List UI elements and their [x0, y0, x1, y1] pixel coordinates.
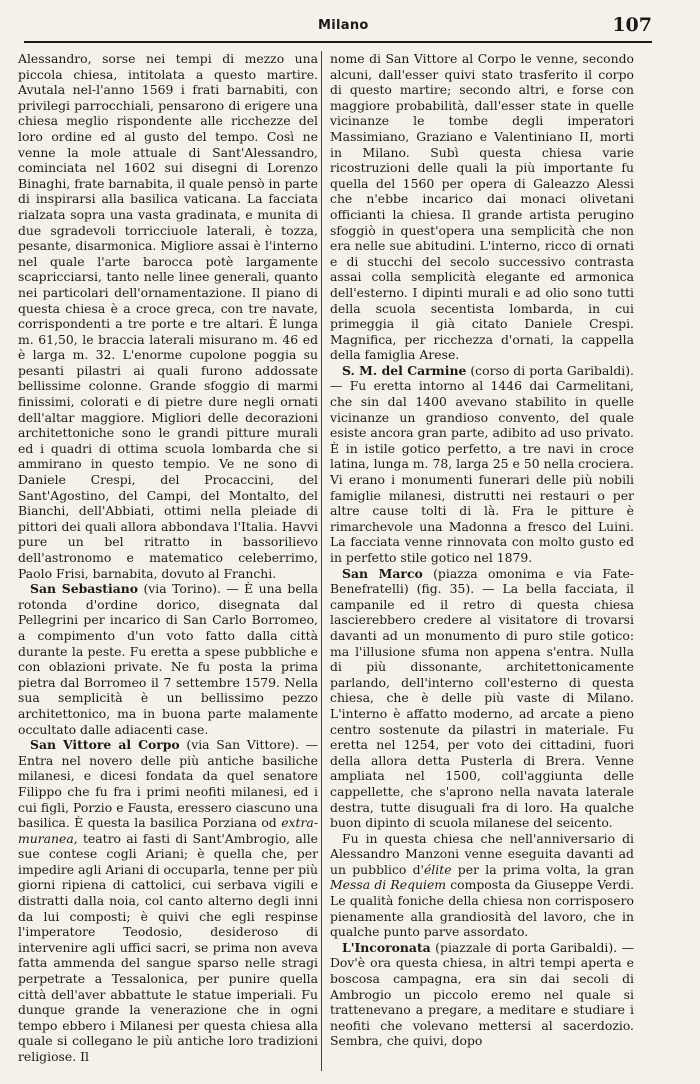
left-column — [18, 51, 318, 1065]
entry-text: , teatro ai fasti di Sant'Ambrogio, alle sue contese cogli Ariani; è quella che, per impedire agli Ariani di occuparla, tenne per più giorni ripiena di cattolici, cui serbava vigili e distratti dalla noia, col canto alterno degli inni da lui composti; è quivi che egli respinse l'imperatore Teodosio, desideroso di intervenire agli uffici sacri, se prima non aveva fatta ammenda del sangue sparso nelle stragi perpetrate a Tessalonica, per punire quella città dell'aver abbattute le statue imperiali. Fu dunque grande la venerazione che in ogni tempo ebbero i Milanesi per questa chiesa alla quale si collegano le più antiche loro tradizioni religiose. Il — [18, 830, 318, 1064]
entry-heading-incoronata: L'Incoronata — [342, 939, 431, 955]
entry-text: (corso di porta Garibaldi). — Fu eretta intorno al 1446 dai Carmelitani, che sin dal 1400 avevano stabilito in quelle vicinanze un grandioso convento, del quale esiste ancora gran parte, adibito ad uso privato. È in istile gotico perfetto, a tre navi in croce latina, lunga m. 78, larga 25 e 50 nella crociera. Vi erano i monumenti funerari delle più nobili famiglie milanesi, distrutti nei restauri o per altre cause tolti di là. Fra le pitture è rimarchevole una Madonna a fresco del Luini. La facciata venne rinnovata con molto gusto ed in perfetto stile gotico nel 1879. — [330, 362, 634, 565]
paragraph-incoronata — [330, 940, 634, 1049]
entry-text: per la prima volta, la gran — [451, 861, 634, 877]
italic-term: élite — [423, 861, 452, 877]
column-divider — [321, 51, 322, 1071]
paragraph-san-marco — [330, 566, 634, 831]
entry-text: composta da Giuseppe Verdi. Le qualità foniche della chiesa non corrisposero pienamente alla grandiosità del lavoro, che in qualche punto parve assordato. — [330, 877, 635, 940]
italic-title: Messa di Requiem — [330, 877, 447, 893]
right-column — [330, 51, 634, 1049]
entry-text: Fu in questa chiesa che nell'anniversario di Alessandro Manzoni venne eseguita davanti ad un pubblico d' — [330, 830, 634, 877]
paragraph-manzoni — [330, 831, 634, 940]
italic-term: extra-muranea — [18, 815, 318, 846]
page-number: 107 — [612, 14, 652, 36]
entry-heading-san-marco: San Marco — [342, 565, 423, 581]
entry-heading-san-sebastiano: San Sebastiano — [30, 581, 139, 597]
running-header — [0, 12, 700, 42]
paragraph-san-vittore — [18, 737, 318, 1064]
paragraph-san-sebastiano — [18, 581, 318, 737]
entry-heading-san-vittore: San Vittore al Corpo — [30, 737, 180, 753]
paragraph-carmine — [330, 363, 634, 566]
entry-text: (via Torino). — È una bella rotonda d'ordine dorico, disegnata dal Pellegrini per incarico di San Carlo Borromeo, a compimento d'un voto fatto dalla città durante la peste. Fu eretta a spese pubbliche e con oblazioni private. Ne fu posta la prima pietra dal Borromeo il 7 settembre 1579. Nella sua semplicità è un bellissimo pezzo architettonico, ma in buona parte malamente occultato dalle adiacenti case. — [18, 581, 319, 737]
entry-heading-carmine: S. M. del Carmine — [342, 362, 467, 378]
entry-text: (via San Vittore). — Entra nel novero delle più antiche basiliche milanesi, e dicesi fondata da quel senatore Filippo che fu fra i primi neofiti milanesi, ed i cui figli, Porzio e Fausta, eressero ciascuno una basilica. È questa la basilica Porziana od — [18, 737, 318, 831]
entry-text: (piazzale di porta Garibaldi). — Dov'è ora questa chiesa, in altri tempi aperta e boscosa campagna, era sin dai secoli di Ambrogio un piccolo eremo nel quale si trattenevano a pregare, a meditare e studiare i neofiti che volevano mettersi al sacerdozio. Sembra, che quivi, dopo — [330, 939, 634, 1049]
entry-text: (piazza omonima e via Fate-Benefratelli) (fig. 35). — La bella facciata, il campanile ed il retro di questa chiesa lascierebbero credere al visitatore di trovarsi davanti ad un monumento di puro stile gotico: ma l'illusione sfuma non appena s'entra. Nulla di più dissonante, architettonicamente parlando, dell'interno coll'esterno di questa chiesa, che è delle più vaste di Milano. L'interno è affatto moderno, ad arcate a pieno centro sostenute da pilastri in materiale. Fu eretta nel 1254, per voto dei cittadini, fuori della allora detta Pusterla di Brera. Venne ampliata nel 1500, coll'aggiunta delle cappellette, che s'aprono nella navata laterale destra, tutte disuguali fra di loro. Ha qualche buon dipinto di scuola milanese del seicento. — [330, 565, 634, 831]
paragraph-sant-alessandro: Alessandro, sorse nei tempi di mezzo una piccola chiesa, intitolata a questo martire. Avutala nel-l'anno 1569 i frati barnabiti, con privilegi parrocchiali, pensarono di erigere una chiesa meglio rispondente alle ricchezze del loro ordine ed al gusto del tempo. Così ne venne la mole attuale di Sant'Alessandro, cominciata nel 1602 sui disegni di Lorenzo Binaghi, frate barnabita, il quale pensò in parte di inspirarsi alla basilica vaticana. La facciata rialzata sopra una vasta gradinata, e munita di due sgradevoli torricciuole laterali, è tozza, pesante, disarmonica. Migliore assai è l'interno nel quale l'arte barocca potè largamente scapricciarsi, tanto nelle linee generali, quanto nei particolari dell'ornamentazione. Il piano di questa chiesa è a croce greca, con tre navate, corrispondenti a tre porte e tre altari. È lunga m. 61,50, le braccia laterali misurano m. 46 ed è larga m. 32. L'enorme cupolone poggia su pesanti pilastri ai quali furono addossate bellissime colonne. Grande sfoggio di marmi finissimi, colorati e di pietre dure negli ornati dell'altar maggiore. Migliori delle decorazioni architettoniche sono le grandi pitture murali ed i quadri di ottima scuola lombarda che si ammirano in questo tempio. Ve ne sono di Daniele Crespi, del Procaccini, del Sant'Agostino, del Campi, del Montalto, del Bianchi, dell'Abbiati, ottimi nella pleiade di pittori dei quali allora abbondava l'Italia. Havvi pure un bel ritratto in bassorilievo dell'astronomo e matematico celeberrimo, Paolo Frisi, barnabita, dovuto al Franchi. — [18, 51, 318, 581]
paragraph-san-vittore-cont: nome di San Vittore al Corpo le venne, secondo alcuni, dall'esser quivi stato trasferito il corpo di questo martire; secondo altri, e forse con maggiore probabilità, dall'esser state in quelle vicinanze le tombe degli imperatori Massimiano, Graziano e Valentiniano II, morti in Milano. Subì questa chiesa varie ricostruzioni delle quali la più importante fu quella del 1560 per opera di Galeazzo Alessi che n'ebbe incarico dai monaci olivetani officianti la chiesa. Il grande artista perugino sfoggiò in quest'opera una semplicità che non era nelle sue abitudini. L'interno, ricco di ornati e di stucchi del secolo successivo contrasta assai colla semplicità elegante ed armonica dell'esterno. I dipinti murali e ad olio sono tutti della scuola secentista lombarda, in cui primeggia il già citato Daniele Crespi. Magnifica, per ricchezza d'ornati, la cappella della famiglia Arese. — [330, 51, 634, 363]
header-rule — [24, 41, 652, 43]
header-title: Milano — [318, 18, 369, 33]
